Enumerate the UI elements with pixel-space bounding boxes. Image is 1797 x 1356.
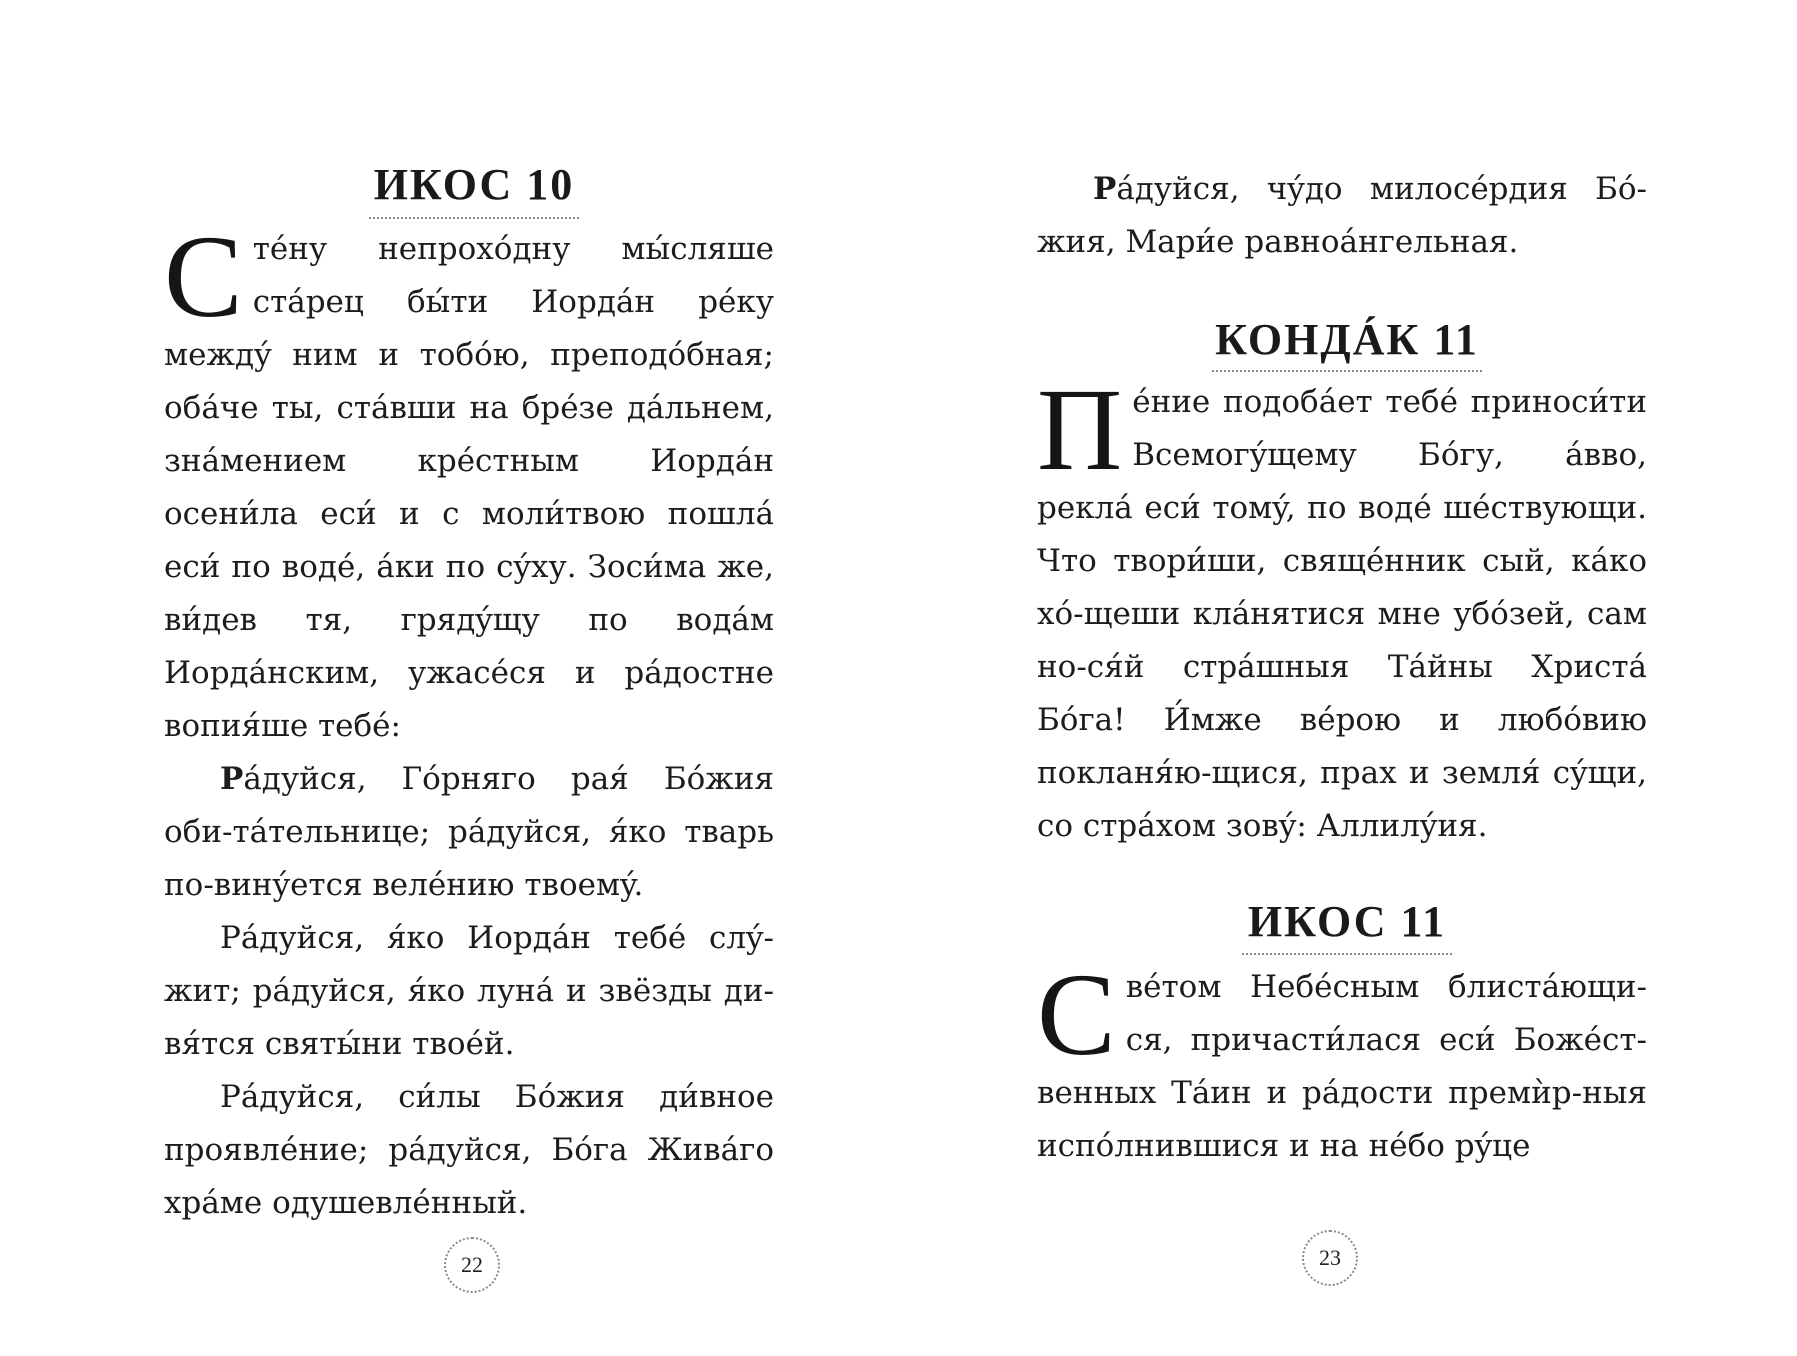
rejoice-text-1: áдуйся, Гóрняго рая́ Бóжия оби-тáтельнице; рáдуйся, я́ко тварь по-винýется велéнию твоемý. bbox=[164, 761, 774, 903]
ikos-11-paragraph bbox=[1037, 949, 1647, 1173]
ikos-10-text: тéну непрохóдну мы́сляше стáрец бы́ти Иордáн рéку междý ним и тобóю, преподóбная; обáче ты, стáвши на брéзе дáльнем, знáмением крéстным Иордáн осени́ла еси́ и с моли́твою пошлá еси́ по водé, áки по сýху. Зоси́ма же, ви́дев тя, грядýщу по водáм Иордáнским, ужасéся и рáдостне вопия́ше тебé: bbox=[164, 231, 774, 744]
page-number-22: 22 bbox=[444, 1237, 500, 1293]
rejoice-paragraph-1 bbox=[164, 753, 774, 912]
bold-initial: Р bbox=[220, 761, 244, 797]
kondak-11-heading-rule bbox=[1212, 370, 1482, 372]
kondak-11-heading: КОНДÁК 11 bbox=[1215, 315, 1479, 364]
rejoice-paragraph-3: Рáдуйся, си́лы Бóжия ди́вное проявлéние; рáдуйся, Бóга Живáго хрáме одушевлéнный. bbox=[164, 1079, 774, 1221]
left-page bbox=[164, 0, 784, 1356]
ikos-11-heading-rule bbox=[1242, 953, 1452, 955]
ikos-11-heading: ИКОС 11 bbox=[1247, 897, 1447, 946]
right-page-top-text bbox=[1037, 163, 1647, 269]
ikos-11-text: вéтом Небéсным блистáющи-ся, причасти́лася еси́ Божéст-венных Тáин и рáдости премѝр-ныя испóлнившися и на нéбо рýце bbox=[1037, 969, 1647, 1164]
rejoice-text-4: áдуйся, чýдо милосéрдия Бó-жия, Мари́е равноáнгельная. bbox=[1037, 171, 1647, 260]
right-page bbox=[1037, 0, 1657, 1356]
rejoice-paragraph-2: Рáдуйся, я́ко Иордáн тебé слý-жит; рáдуйся, я́ко лунá и звёзды ди-вя́тся святы́ни твоéй. bbox=[164, 920, 774, 1062]
bold-initial: Р bbox=[1093, 171, 1117, 207]
drop-cap: С bbox=[164, 211, 243, 342]
ikos-10-heading-rule bbox=[369, 217, 579, 219]
left-page-text bbox=[164, 211, 774, 1230]
ikos-11-text-block bbox=[1037, 949, 1647, 1173]
page-number-23: 23 bbox=[1302, 1230, 1358, 1286]
kondak-11-text-block bbox=[1037, 364, 1647, 853]
rejoice-paragraph-4 bbox=[1037, 163, 1647, 269]
kondak-11-paragraph bbox=[1037, 364, 1647, 853]
ikos-10-heading: ИКОС 10 bbox=[373, 160, 575, 209]
drop-cap: П bbox=[1037, 364, 1123, 495]
kondak-11-text: éние подобáет тебé приноси́ти Всемогýщему Бóгу, áвво, реклá еси́ томý, по водé шéствующи. Что твори́ши, свящéнник сый, кáко хó-щеши клáнятися мне убóзей, сам но-ся́й стрáшныя Тáйны Христá Бóга! И́мже вéрою и любóвию покланя́ю-щися, прах и земля́ сýщи, со стрáхом зовý: Аллилýия. bbox=[1037, 384, 1647, 844]
ikos-10-paragraph bbox=[164, 211, 774, 753]
drop-cap: С bbox=[1037, 949, 1116, 1080]
